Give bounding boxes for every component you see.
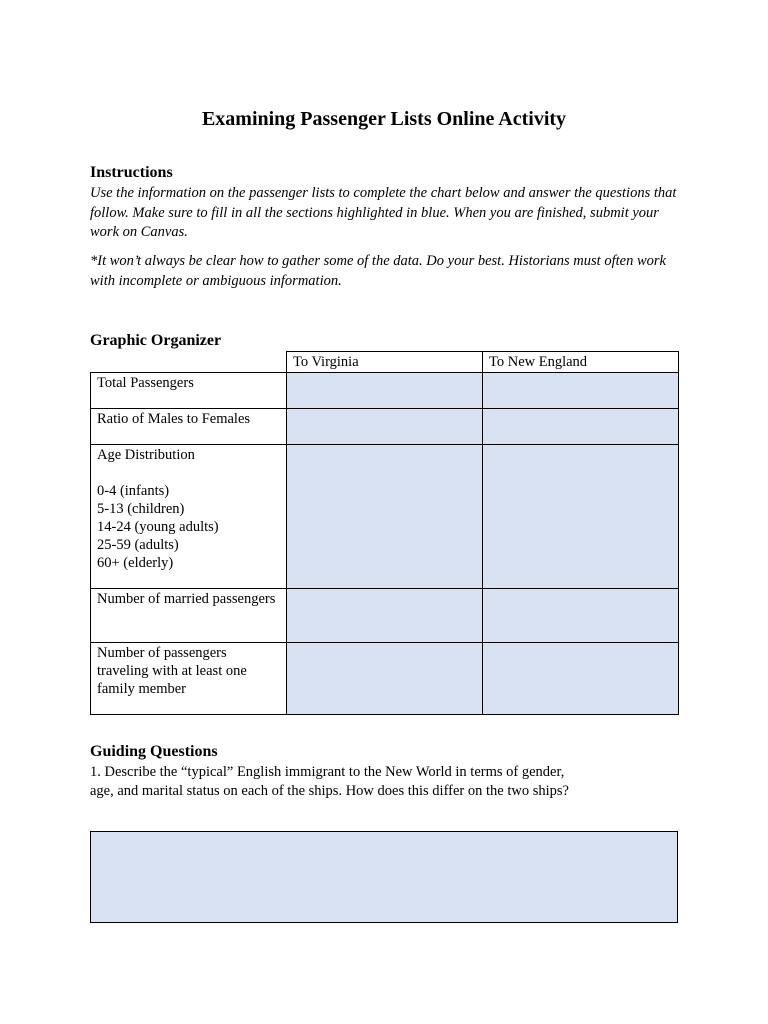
question-1: 1. Describe the “typical” English immigrant to the New World in terms of gender, age, and marital status on each of the ships. How does this differ on the two ships? [90,764,569,799]
question-1-answer-box[interactable] [90,831,678,923]
page-title: Examining Passenger Lists Online Activity [201,108,567,130]
header-empty-cell [91,352,287,373]
married-virginia-cell[interactable] [287,589,483,643]
instructions-note: *It won’t always be clear how to gather some of the data. Do your best. Historians must often work with incomplete or ambiguous information. [90,253,666,289]
ratio-virginia-cell[interactable] [287,409,483,445]
married-new-england-cell[interactable] [483,589,679,643]
graphic-organizer-table [90,351,679,715]
age-new-england-cell[interactable] [483,445,679,589]
table-row [91,445,679,589]
age-group-item: 5-13 (children) [97,501,185,517]
age-group-list [97,482,280,572]
age-group-item: 25-59 (adults) [97,537,179,553]
total-new-england-cell[interactable] [483,373,679,409]
table-row [91,643,679,715]
age-group-item: 0-4 (infants) [97,483,170,499]
table-header-row [91,352,679,373]
header-new-england: To New England [483,352,679,373]
total-virginia-cell[interactable] [287,373,483,409]
row-label-ratio: Ratio of Males to Females [91,409,287,445]
family-new-england-cell[interactable] [483,643,679,715]
instructions-paragraph: Use the information on the passenger lists to complete the chart below and answer the questions that follow. Make sure to fill in all the sections highlighted in blue. When you are finished, submit your work on Canvas. [90,185,677,240]
age-group-item: 14-24 (young adults) [97,519,219,535]
age-group-item: 60+ (elderly) [97,555,174,571]
guiding-questions-heading: Guiding Questions [90,743,218,760]
age-virginia-cell[interactable] [287,445,483,589]
row-label-total: Total Passengers [91,373,287,409]
row-label-age [91,445,287,589]
family-virginia-cell[interactable] [287,643,483,715]
ratio-new-england-cell[interactable] [483,409,679,445]
header-virginia: To Virginia [287,352,483,373]
table-row [91,589,679,643]
table-row [91,409,679,445]
instructions-heading: Instructions [90,164,173,181]
row-label-family: Number of passengers traveling with at least one family member [91,643,287,715]
organizer-heading: Graphic Organizer [90,332,222,349]
table-row [91,373,679,409]
row-label-married: Number of married passengers [91,589,287,643]
age-distribution-label: Age Distribution [97,447,195,463]
